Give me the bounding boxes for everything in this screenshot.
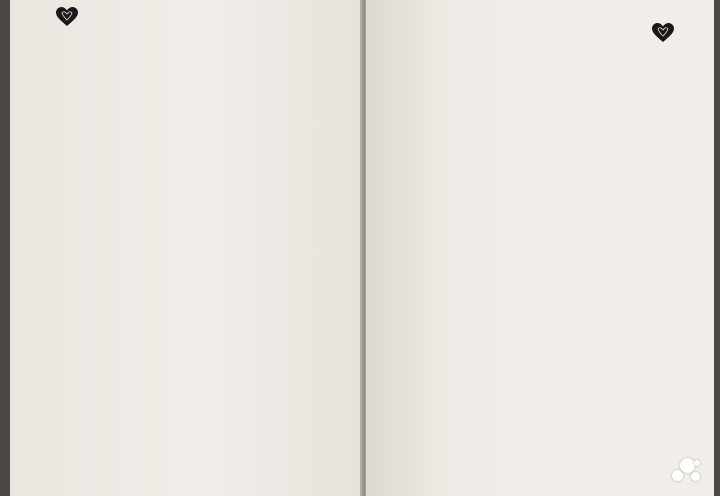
avito-watermark (672, 456, 706, 484)
heart-icon (652, 23, 674, 43)
avito-logo-icon (672, 456, 702, 484)
left-page (10, 0, 362, 496)
heart-icon (56, 7, 78, 27)
right-page (366, 0, 714, 496)
